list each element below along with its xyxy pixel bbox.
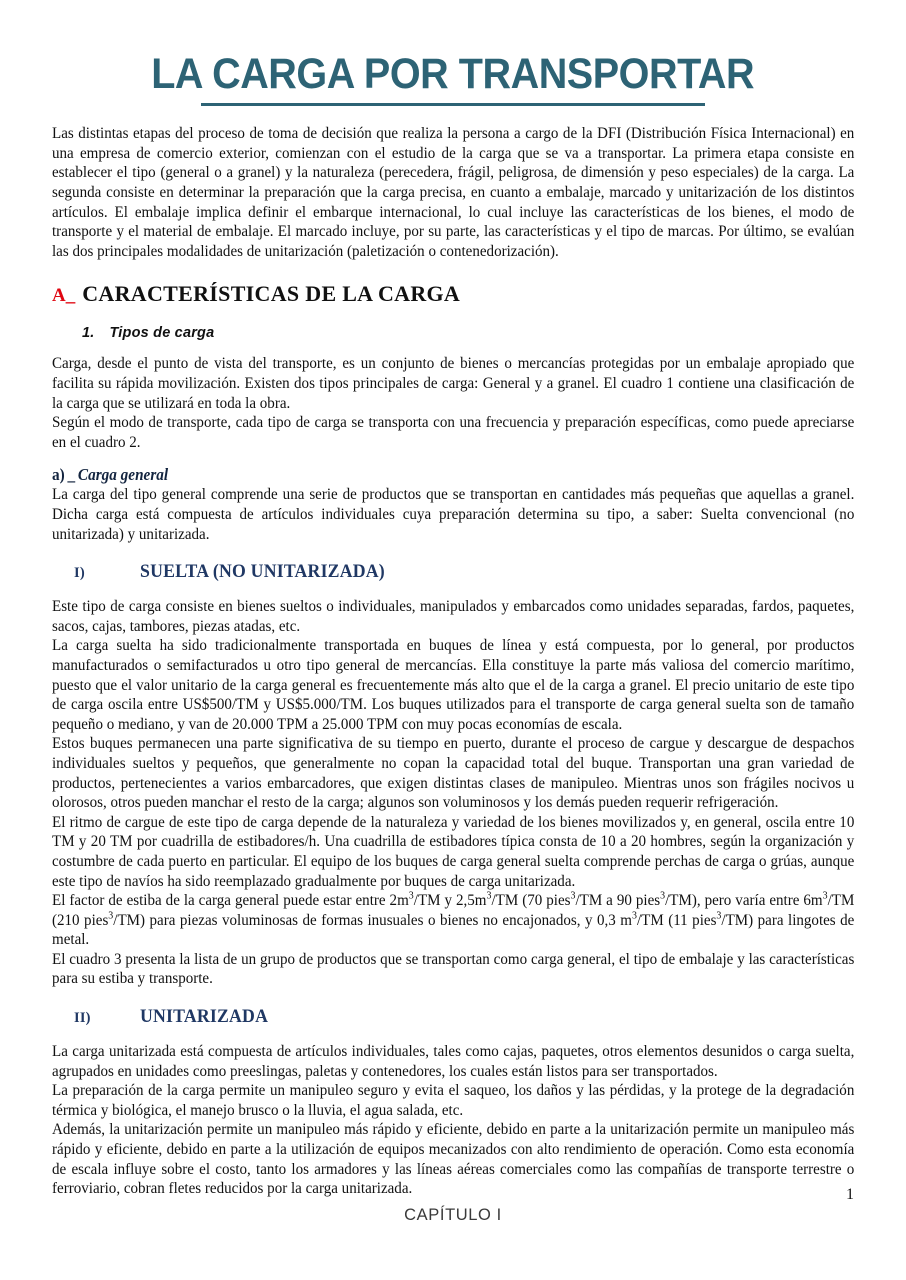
- section-a-title: CARACTERÍSTICAS DE LA CARGA: [82, 281, 461, 307]
- section-a-heading: [52, 281, 854, 309]
- spacer: [52, 341, 854, 354]
- unitarizada-paragraph-1: La carga unitarizada está compuesta de artículos individuales, tales como cajas, paquetes, otros elementos desunidos o carga suelta, agrupados en unidades como preeslingas, paletas y contenedores, los cuales están listos para ser transportados.: [52, 1043, 855, 1080]
- section-a-marker: A_: [52, 285, 76, 307]
- suelta-roman-numeral: I): [74, 565, 85, 582]
- suelta-paragraph-4: El ritmo de cargue de este tipo de carga depende de la naturaleza y variedad de los bienes movilizados y, en general, oscila entre 10 TM y 20 TM por cuadrilla de estibadores/h. Una cuadrilla de estibadores típica consta de 10 a 20 hombres, según la organización y costumbre de cada puerto en particular. El equipo de los buques de carga general suelta comprende perchas de carga o grúas, aunque este tipo de navíos ha sido reemplazado gradualmente por buques de carga unitarizada.: [52, 813, 855, 890]
- page-number: 1: [846, 1186, 854, 1203]
- tipos-de-carga-paragraph-1: Carga, desde el punto de vista del transporte, es un conjunto de bienes o mercancías protegidas por un embalaje apropiado que facilita su rápida movilización. Existen dos tipos principales de carga: General y a granel. El cuadro 1 contiene una clasificación de la carga que se utilizará en toda la obra.: [52, 355, 855, 412]
- subsection-label: Tipos de carga: [109, 325, 215, 342]
- unitarizada-paragraph-3: Además, la unitarización permite un manipuleo más rápido y eficiente, debido en parte a la unitarización permite un manipuleo más rápido y eficiente, debido en parte a la utilización de equipos mecanizados con alto rendimiento de operación. Como esta economía de escala influye sobre el costo, tanto los armadores y las líneas aéreas comerciales como las compañías de transporte terrestre o ferroviario, cobran fletes reducidos por la carga unitarizada.: [52, 1121, 855, 1198]
- subsection-number: 1.: [82, 325, 95, 342]
- carga-general-label: a): [52, 465, 65, 485]
- title-block: [52, 0, 854, 106]
- suelta-heading: [52, 562, 854, 583]
- unitarizada-paragraph-2: La preparación de la carga permite un manipuleo seguro y evita el saqueo, los daños y las pérdidas, y la protege de la degradación térmica y biológica, el manejo brusco o la lluvia, el agua salada, etc.: [52, 1082, 855, 1119]
- suelta-paragraph-5: El factor de estiba de la carga general puede estar entre $2m^3/TM$ y $2,5m^3/TM$ (70 pies$^3$/TM a 90 pies$^3$/TM), pero varía entre $6m^3/TM$ (210 pies$^3$/TM) para piezas voluminosas de formas inusuales o bienes no encajonados, y 0,3 $m^3/TM$ (11 pies$^3$/TM) para lingotes de metal.: [52, 890, 855, 949]
- carga-general-separator: _: [67, 465, 76, 485]
- unitarizada-roman-numeral: II): [74, 1010, 91, 1027]
- suelta-paragraph-2: La carga suelta ha sido tradicionalmente transportada en buques de línea y está compuesta, por lo general, por productos manufacturados o semifacturados u otro tipo general de mercancías. Ella constituye la parte más valiosa del comercio marítimo, puesto que el valor unitario de la carga general es frecuentemente más alto que el de la carga a granel. El precio unitario de este tipo de carga oscila entre US$500/TM y US$5.000/TM. Los buques utilizados para el transporte de carga general suelta son de tamaño pequeño o mediano, y van de 20.000 TPM a 25.000 TPM con muy pocas economías de escala.: [52, 637, 855, 733]
- footer-chapter-label: CAPÍTULO I: [404, 1206, 502, 1224]
- suelta-paragraph-1: Este tipo de carga consiste en bienes sueltos o individuales, manipulados y embarcados como unidades separadas, fardos, paquetes, sacos, cajas, tambores, piezas atadas, etc.: [52, 598, 855, 635]
- spacer: [52, 106, 854, 124]
- unitarizada-title: UNITARIZADA: [140, 1007, 269, 1028]
- spacer: [52, 452, 854, 465]
- page-title: LA CARGA POR TRANSPORTAR: [151, 50, 755, 98]
- intro-paragraph: Las distintas etapas del proceso de toma de decisión que realiza la persona a cargo de la DFI (Distribución Física Internacional) en una empresa de comercio exterior, comienzan con el estudio de la carga que se va a transportar. La primera etapa consiste en establecer el tipo (general o a granel) y la naturaleza (perecedera, frágil, peligrosa, de dimensión y peso especiales) de la carga. La segunda consiste en determinar la preparación que la carga precisa, en cuanto a embalaje, marcado y unitarización de los distintos artículos. El embalaje implica definir el embarque internacional, lo cual incluye las características de los bienes, el modo de transporte y el material de embalaje. El marcado incluye, por su parte, las características y el tipo de marcas. Por último, se evalúan las dos principales modalidades de unitarización (paletización o contenedorización).: [52, 125, 855, 260]
- carga-general-name: Carga general: [77, 465, 169, 485]
- suelta-paragraph-3: Estos buques permanecen una parte significativa de su tiempo en puerto, durante el proceso de cargue y descargue de despachos individuales sueltos y pequeños, que generalmente no copan la capacidad total del buque. Transportan una gran variedad de productos, pertenecientes a varios embarcadores, que exigen distintas clases de manipuleo. Mientras unos son frágiles nocivos u olorosos, otros pueden manchar el resto de la carga; algunos son voluminosos y los demás pueden requerir refrigeración.: [52, 735, 855, 812]
- subsection-tipos-de-carga-heading: [82, 325, 854, 341]
- unitarizada-heading: [52, 1007, 854, 1028]
- carga-general-paragraph: La carga del tipo general comprende una serie de productos que se transportan en cantidades más pequeñas que aquellas a granel. Dicha carga está compuesta de artículos individuales cuya preparación determina su tipo, a saber: Suelta convencional (no unitarizada) y unitarizada.: [52, 486, 855, 543]
- suelta-title: SUELTA (NO UNITARIZADA): [140, 562, 385, 583]
- carga-general-heading: [52, 465, 798, 485]
- suelta-paragraph-6: El cuadro 3 presenta la lista de un grupo de productos que se transportan como carga general, el tipo de embalaje y las características para su estiba y transporte.: [52, 950, 855, 988]
- tipos-de-carga-paragraph-2: Según el modo de transporte, cada tipo de carga se transporta con una frecuencia y preparación específicas, como puede apreciarse en el cuadro 2.: [52, 414, 855, 451]
